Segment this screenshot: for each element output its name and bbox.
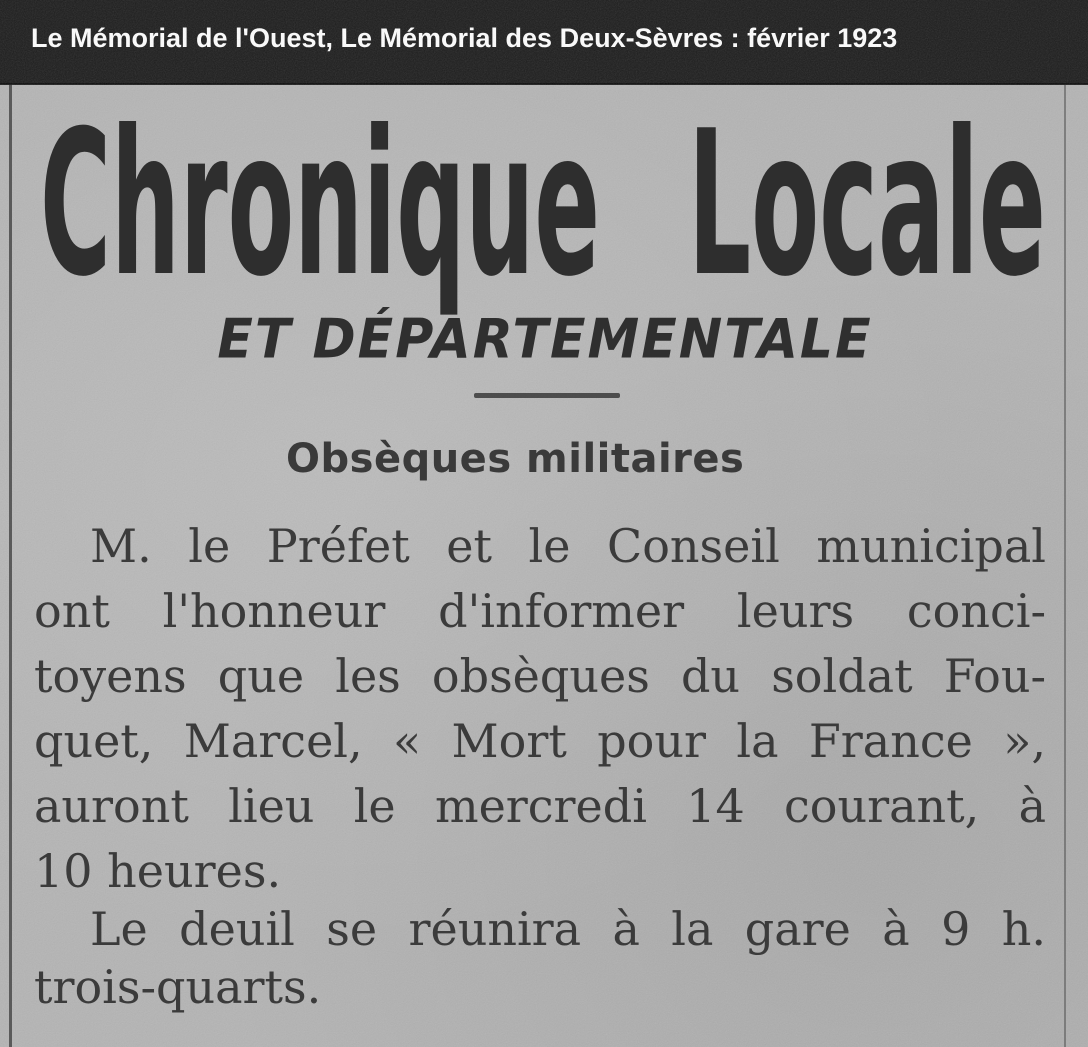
article-line: auront lieu le mercredi 14 courant, à bbox=[34, 779, 1046, 833]
masthead-word-chronique: Chronique bbox=[40, 88, 600, 321]
separator-rule bbox=[474, 393, 620, 398]
article-line: toyens que les obsèques du soldat Fou- bbox=[34, 649, 1046, 703]
column-rule-left bbox=[9, 85, 12, 1047]
column-rule-right bbox=[1064, 85, 1066, 1047]
article-line: Le deuil se réunira à la gare à 9 h. bbox=[90, 902, 1046, 956]
section-subhead: ET DÉPARTEMENTALE bbox=[217, 308, 873, 372]
article-line: ont l'honneur d'informer leurs conci- bbox=[34, 584, 1046, 638]
article-line: 10 heures. bbox=[34, 844, 282, 898]
masthead-word-locale: Locale bbox=[688, 88, 1046, 321]
article-line: quet, Marcel, « Mort pour la France », bbox=[34, 714, 1046, 768]
article-title: Obsèques militaires bbox=[286, 436, 745, 482]
newspaper-clipping bbox=[0, 85, 1088, 1047]
article-line: M. le Préfet et le Conseil municipal bbox=[90, 519, 1046, 573]
header-bar bbox=[0, 0, 1088, 84]
document-title: Le Mémorial de l'Ouest, Le Mémorial des Deux-Sèvres : février 1923 bbox=[31, 23, 898, 53]
article-line: trois-quarts. bbox=[34, 960, 322, 1014]
masthead bbox=[38, 88, 1048, 321]
